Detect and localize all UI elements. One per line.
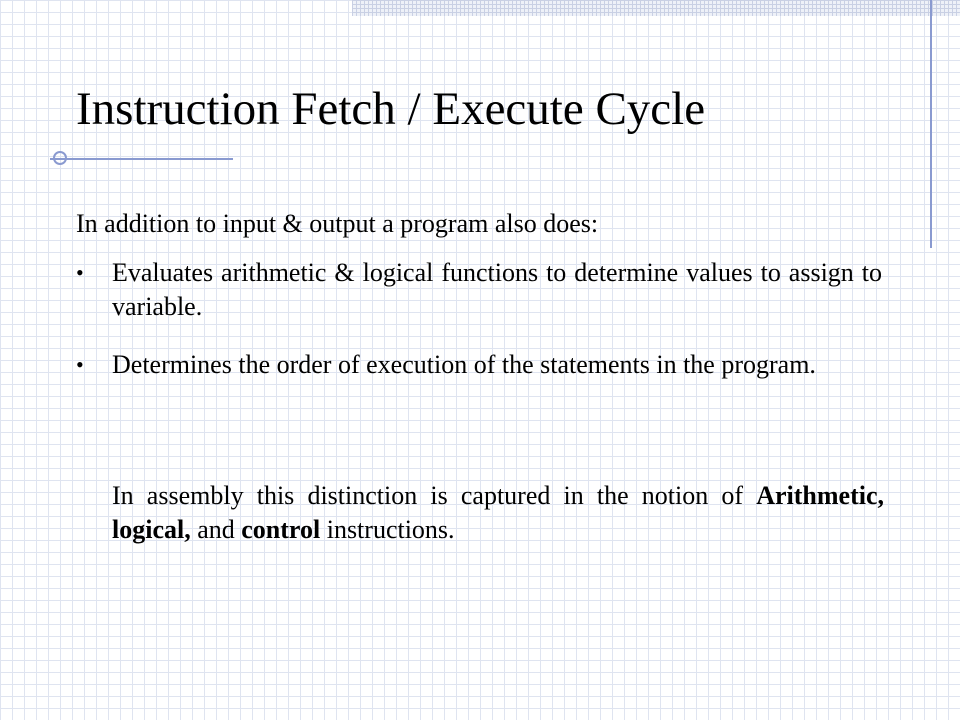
- slide-title: Instruction Fetch / Execute Cycle: [76, 83, 706, 135]
- circle-ornament-icon: [53, 151, 67, 165]
- note-text: instructions.: [320, 515, 455, 544]
- note-bold-arithmetic: Arithmetic,: [756, 481, 884, 510]
- round-bullet-icon: •: [76, 260, 84, 285]
- note-text: In assembly this distinction is captured in the notion of: [112, 481, 757, 510]
- round-bullet-icon: •: [76, 352, 84, 377]
- note-bold-control: control: [241, 515, 321, 544]
- title-underline: [50, 158, 233, 160]
- header-decoration-band: [352, 0, 960, 16]
- assembly-note: [112, 479, 884, 547]
- bullet-text: Determines the order of execution of the statements in the program.: [112, 350, 816, 379]
- bullet-text: Evaluates arithmetic & logical functions to determine values to assign to variable.: [112, 258, 882, 321]
- note-text: and: [190, 515, 242, 544]
- intro-text: In addition to input & output a program also does:: [76, 209, 599, 238]
- note-bold-logical: logical,: [112, 515, 191, 544]
- vertical-accent-line: [930, 0, 932, 248]
